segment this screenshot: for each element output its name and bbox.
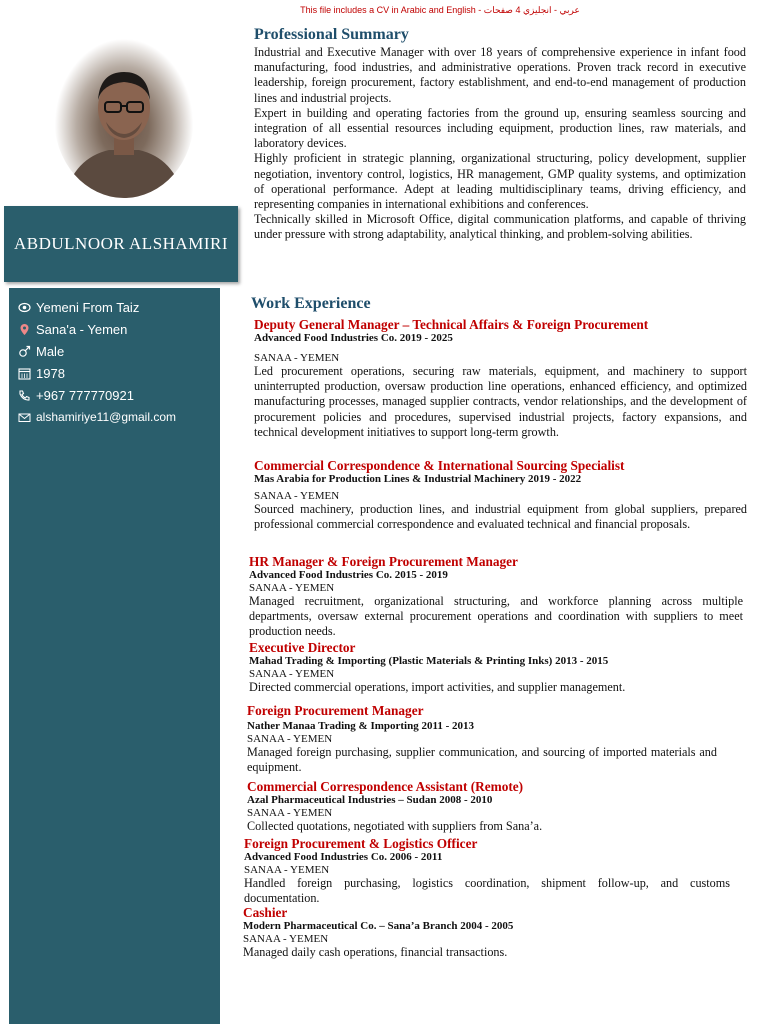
job-description: Managed foreign purchasing, supplier communication, and sourcing of imported materials and equipment. [247, 745, 717, 775]
job-location: SANAA - YEMEN [249, 582, 335, 594]
contact-phone-text: +967 777770921 [36, 387, 134, 403]
job-company: Advanced Food Industries Co. 2006 - 2011 [244, 851, 443, 863]
job-company: Mahad Trading & Importing (Plastic Materials & Printing Inks) 2013 - 2015 [249, 655, 609, 667]
job-title: HR Manager & Foreign Procurement Manager [249, 554, 518, 569]
job-description: Handled foreign purchasing, logistics coordination, shipment follow-up, and customs documentation. [244, 876, 730, 906]
calendar-icon [18, 367, 31, 380]
summary-paragraph: Technically skilled in Microsoft Office, digital communication platforms, and capable of thriving under pressure with strong adaptability, analytical thinking, and problem-solving abilities. [254, 212, 746, 242]
job-entry [247, 703, 717, 775]
job-location: SANAA - YEMEN [249, 668, 335, 680]
job-title: Executive Director [249, 640, 356, 655]
contact-location-text: Sana'a - Yemen [36, 321, 128, 337]
job-location: SANAA - YEMEN [244, 864, 330, 876]
contact-gender [18, 340, 218, 362]
job-description: Collected quotations, negotiated with suppliers from Sana’a. [247, 819, 543, 833]
contact-origin [18, 296, 218, 318]
job-location: SANAA - YEMEN [254, 490, 340, 502]
phone-icon [18, 389, 31, 402]
job-entry [249, 640, 743, 695]
profile-name: ABDULNOOR ALSHAMIRI [4, 206, 238, 282]
job-title: Foreign Procurement & Logistics Officer [244, 836, 478, 851]
job-entry [249, 554, 743, 640]
job-entry [244, 836, 730, 906]
job-entry [254, 317, 747, 440]
email-icon [18, 411, 31, 424]
job-company: Mas Arabia for Production Lines & Industrial Machinery 2019 - 2022 [254, 473, 582, 485]
contact-phone[interactable] [18, 384, 218, 406]
job-entry [243, 905, 723, 960]
job-description: Managed recruitment, organizational structuring, and workforce planning across multiple departments, oversaw external procurement operations and coordination with suppliers to meet production needs. [249, 594, 743, 639]
gender-icon [18, 345, 31, 358]
summary-heading: Professional Summary [254, 26, 409, 43]
job-company: Modern Pharmaceutical Co. – Sana’a Branch 2004 - 2005 [243, 920, 514, 932]
summary-paragraph: Expert in building and operating factories from the ground up, ensuring seamless sourcing and integration of all essential resources including equipment, production lines, raw materials, and laboratory devices. [254, 105, 746, 151]
job-location: SANAA - YEMEN [247, 807, 333, 819]
job-entry [247, 779, 727, 834]
job-title: Deputy General Manager – Technical Affairs & Foreign Procurement [254, 317, 649, 332]
job-title: Cashier [243, 905, 288, 920]
summary-paragraph: Highly proficient in strategic planning, organizational structuring, policy development, supplier negotiation, inventory control, logistics, HR management, GMP quality systems, and optimization of operational performance. Adept at leading multidisciplinary teams, driving efficiency, and representing companies in international exhibitions and conferences. [254, 151, 746, 212]
summary-paragraph: Industrial and Executive Manager with over 18 years of comprehensive experience in infant food manufacturing, food industries, and administrative operations. Proven track record in executive leadership, foreign procurement, factory establishment, and end-to-end management of production lines and industrial projects. [254, 45, 746, 105]
contact-list [18, 296, 218, 428]
location-pin-icon [18, 323, 31, 336]
job-description: Led procurement operations, securing raw materials, equipment, and machinery to support uninterrupted production, oversaw production line operations, enhanced efficiency, and optimized manufacturing processes, managed supplier contracts, vendor relationships, and the development of procurement policies and procedures, supervised industrial projects, factory expansions, and technical development initiatives to support long-term growth. [254, 364, 747, 439]
job-company: Advanced Food Industries Co. 2015 - 2019 [249, 569, 448, 581]
origin-icon [18, 301, 31, 314]
job-title: Commercial Correspondence Assistant (Remote) [247, 779, 524, 794]
job-description: Directed commercial operations, import activities, and supplier management. [249, 680, 626, 694]
contact-email[interactable] [18, 406, 218, 428]
job-location: SANAA - YEMEN [243, 933, 329, 945]
job-description: Managed daily cash operations, financial transactions. [243, 945, 508, 959]
contact-origin-text: Yemeni From Taiz [36, 299, 140, 315]
job-entry [254, 458, 747, 532]
cv-language-notice: This file includes a CV in Arabic and English - عربي - انجليزي 4 صفحات [300, 5, 580, 15]
profile-photo [54, 38, 194, 198]
job-company: Nather Manaa Trading & Importing 2011 - 2013 [247, 720, 475, 732]
work-experience-heading: Work Experience [251, 295, 371, 312]
contact-birth-year-text: 1978 [36, 365, 65, 381]
job-company: Azal Pharmaceutical Industries – Sudan 2008 - 2010 [247, 794, 493, 806]
contact-location [18, 318, 218, 340]
contact-birth-year [18, 362, 218, 384]
professional-summary [254, 26, 746, 243]
contact-gender-text: Male [36, 343, 65, 359]
job-description: Sourced machinery, production lines, and industrial equipment from global suppliers, prepared professional commercial correspondence and evaluated technical and financial proposals. [254, 502, 747, 532]
job-location: SANAA - YEMEN [247, 733, 333, 745]
job-title: Foreign Procurement Manager [247, 703, 424, 718]
job-location: SANAA - YEMEN [254, 352, 340, 364]
job-title: Commercial Correspondence & International Sourcing Specialist [254, 458, 625, 473]
job-company: Advanced Food Industries Co. 2019 - 2025 [254, 332, 453, 344]
contact-email-text: alshamiriye11@gmail.com [36, 410, 177, 424]
